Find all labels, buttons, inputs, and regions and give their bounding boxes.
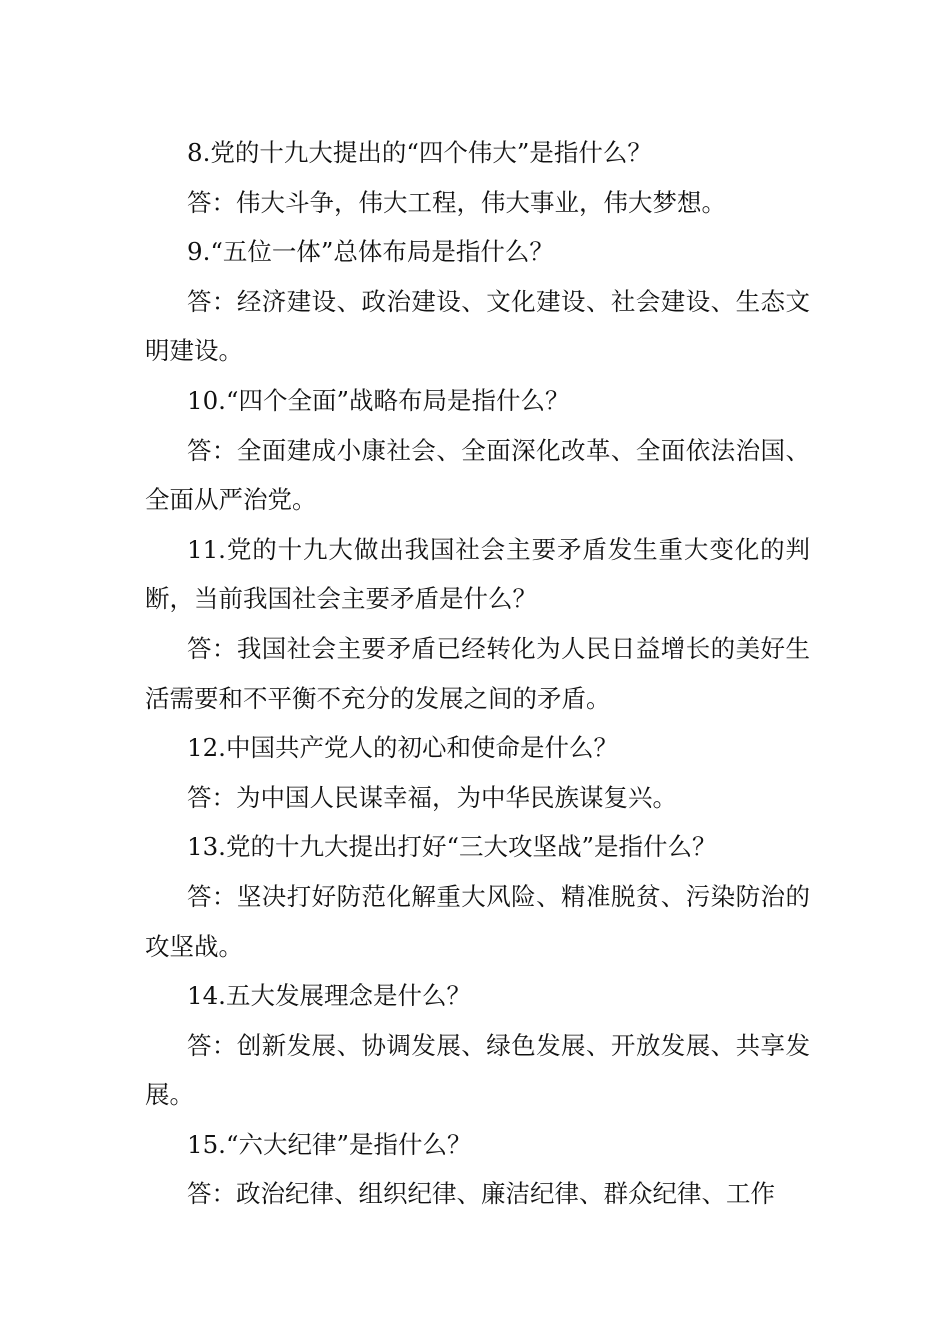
question-11: 11.党的十九大做出我国社会主要矛盾发生重大变化的判断，当前我国社会主要矛盾是什么？ [145,534,810,614]
answer-12: 答：为中国人民谋幸福，为中华民族谋复兴。 [187,782,677,812]
question-12: 12.中国共产党人的初心和使命是什么？ [187,733,618,763]
document-body [145,128,810,1219]
answer-13: 答：坚决打好防范化解重大风险、精准脱贫、污染防治的攻坚战。 [145,881,810,961]
question-10: 10.“四个全面”战略布局是指什么？ [187,385,570,415]
answer-11: 答：我国社会主要矛盾已经转化为人民日益增长的美好生活需要和不平衡不充分的发展之间的矛盾。 [145,633,810,713]
question-14: 14.五大发展理念是什么？ [187,981,471,1011]
question-13: 13.党的十九大提出打好“三大攻坚战”是指什么？ [187,832,717,862]
answer-8: 答：伟大斗争，伟大工程，伟大事业，伟大梦想。 [187,187,726,217]
question-9: 9.“五位一体”总体布局是指什么？ [187,237,554,267]
question-15: 15.“六大纪律”是指什么？ [187,1129,472,1159]
answer-14: 答：创新发展、协调发展、绿色发展、开放发展、共享发展。 [145,1030,810,1110]
answer-9: 答：经济建设、政治建设、文化建设、社会建设、生态文明建设。 [145,286,810,366]
question-8: 8.党的十九大提出的“四个伟大”是指什么？ [187,138,652,167]
answer-10: 答：全面建成小康社会、全面深化改革、全面依法治国、全面从严治党。 [145,435,810,515]
answer-15: 答：政治纪律、组织纪律、廉洁纪律、群众纪律、工作 [187,1179,775,1209]
